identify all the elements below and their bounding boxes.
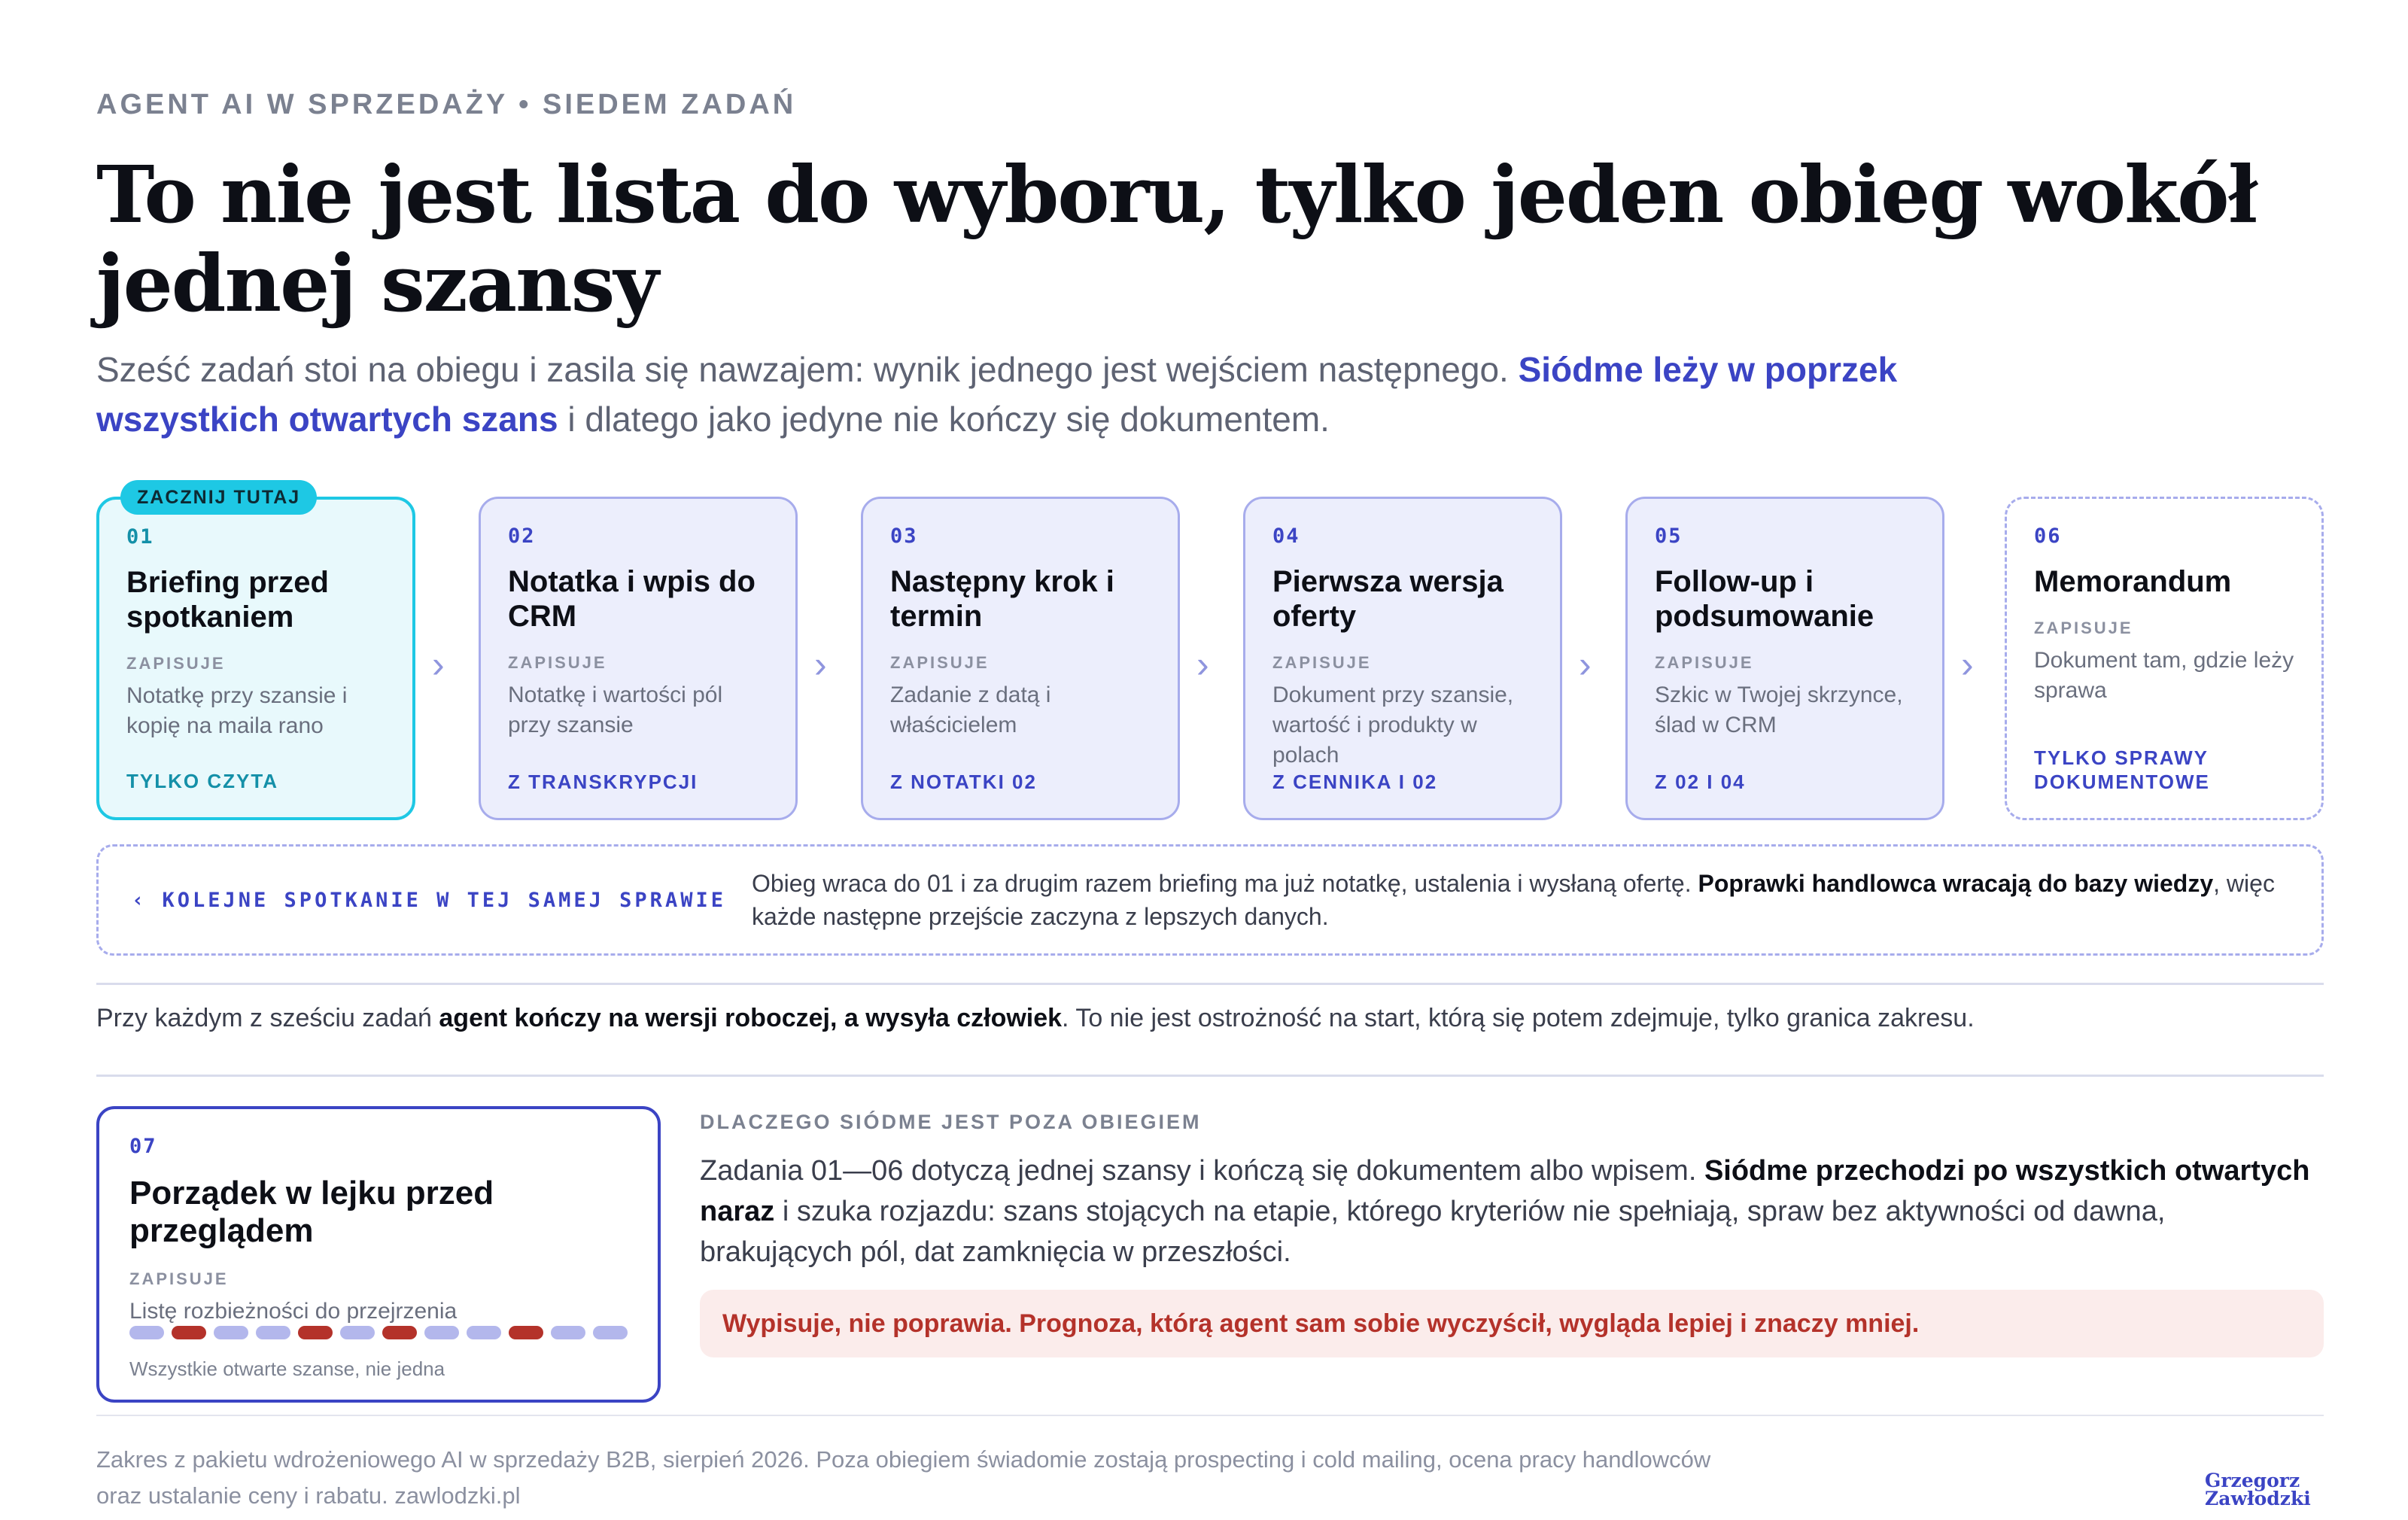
- loop-text-c: , więc każde następne przejście zaczyna z lepszych danych.: [751, 870, 2275, 930]
- author-logo: [2205, 1472, 2324, 1508]
- step-description: Listę rozbieżności do przejrzenia: [129, 1299, 458, 1324]
- step-title: Notatka i wpis do CRM: [508, 565, 756, 633]
- step-card-04: [1243, 497, 1562, 820]
- step-title: Następny krok i termin: [890, 565, 1114, 633]
- logo-line-2: Zawłodzki: [2205, 1488, 2311, 1509]
- step-description: Dokument tam, gdzie leży sprawa: [2034, 648, 2294, 703]
- loop-label: ‹ KOLEJNE SPOTKANIE W TEJ SAMEJ SPRAWIE: [132, 888, 726, 912]
- step-card-06: [2005, 497, 2324, 820]
- step-number: 04: [1272, 524, 1300, 548]
- loop-text-a: Obieg wraca do 01 i za drugim razem briefing ma już notatkę, ustalenia i wysłaną ofertę.: [751, 870, 1698, 897]
- step-label: ZAPISUJE: [126, 654, 226, 673]
- why-text-c: i szuka rozjazdu: szans stojących na etapie, którego kryteriów nie spełniają, spraw bez aktywności od dawna, brakujących pól, dat zamknięcia w przeszłości.: [700, 1196, 2166, 1268]
- chevron-right-icon: ›: [1196, 643, 1209, 686]
- pipeline-dot: [593, 1326, 628, 1339]
- pipeline-dot-flagged: [172, 1326, 206, 1339]
- logo-line-1: Grzegorz: [2205, 1470, 2300, 1491]
- step-label: ZAPISUJE: [129, 1269, 229, 1288]
- pipeline-dot: [424, 1326, 459, 1339]
- warning-callout: Wypisuje, nie poprawia. Prognoza, którą agent sam sobie wyczyścił, wygląda lepiej i znaczy mniej.: [700, 1290, 2324, 1357]
- pipeline-dot: [256, 1326, 290, 1339]
- footer-note: Zakres z pakietu wdrożeniowego AI w sprzedaży B2B, sierpień 2026. Poza obiegiem świadomie zostają prospecting i cold mailing, ocena pracy handlowców oraz ustalanie ceny i rabatu. zawlodzki.pl: [96, 1446, 1711, 1509]
- step-label: ZAPISUJE: [508, 653, 607, 672]
- note-c: . To nie jest ostrożność na start, którą się potem zdejmuje, tylko granica zakresu.: [1062, 1004, 1975, 1032]
- divider: [96, 1075, 2324, 1077]
- step-label: ZAPISUJE: [890, 653, 990, 672]
- why-section: [700, 1111, 2324, 1272]
- lead-text-a: Sześć zadań stoi na obiegu i zasila się nawzajem: wynik jednego jest wejściem następnego.: [96, 350, 1519, 389]
- start-here-badge: ZACZNIJ TUTAJ: [120, 480, 317, 515]
- why-text-a: Zadania 01—06 dotyczą jednej szansy i kończą się dokumentem albo wpisem.: [700, 1155, 1704, 1187]
- pipeline-dot: [129, 1326, 164, 1339]
- why-label: DLACZEGO SIÓDME JEST POZA OBIEGIEM: [700, 1111, 1202, 1133]
- why-text: [700, 1151, 2324, 1272]
- chevron-right-icon: ›: [1579, 643, 1592, 686]
- divider: [96, 983, 2324, 985]
- loop-back-bar: [96, 844, 2324, 956]
- lead-highlight: Siódme leży w poprzek wszystkich otwartych szans: [96, 350, 1898, 439]
- step-number: 02: [508, 524, 536, 548]
- loop-text: [752, 867, 2288, 933]
- eyebrow: AGENT AI W SPRZEDAŻY • SIEDEM ZADAŃ: [96, 89, 797, 120]
- step-card-07: [96, 1106, 661, 1403]
- step-number: 03: [890, 524, 918, 548]
- step-source: Z TRANSKRYPCJI: [508, 771, 698, 793]
- scope-note: [96, 1001, 2324, 1035]
- note-a: Przy każdym z sześciu zadań: [96, 1004, 439, 1032]
- step-source: TYLKO CZYTA: [126, 770, 279, 792]
- step-title: Follow-up i podsumowanie: [1655, 565, 1874, 633]
- pipeline-dots: [129, 1326, 628, 1339]
- step-description: Szkic w Twojej skrzynce, ślad w CRM: [1655, 682, 1903, 737]
- pipeline-dot-flagged: [509, 1326, 543, 1339]
- pipeline-dot: [467, 1326, 501, 1339]
- step-title: Briefing przed spotkaniem: [126, 566, 329, 634]
- step-title: Pierwsza wersja oferty: [1272, 565, 1503, 633]
- loop-text-bold: Poprawki handlowca wracają do bazy wiedzy: [1698, 870, 2214, 897]
- chevron-right-icon: ›: [432, 643, 445, 686]
- step-card-01: [96, 497, 415, 820]
- step-description: Zadanie z datą i właścicielem: [890, 682, 1051, 737]
- pipeline-dot-flagged: [298, 1326, 333, 1339]
- step-source: Z CENNIKA I 02: [1272, 771, 1438, 793]
- step-label: ZAPISUJE: [1655, 653, 1754, 672]
- chevron-right-icon: ›: [814, 643, 827, 686]
- step-card-02: [479, 497, 798, 820]
- note-bold: agent kończy na wersji roboczej, a wysyła człowiek: [439, 1004, 1063, 1032]
- step-description: Notatkę i wartości pól przy szansie: [508, 682, 723, 737]
- lead-text-b: i dlatego jako jedyne nie kończy się dokumentem.: [558, 400, 1330, 439]
- step-description: Notatkę przy szansie i kopię na maila rano: [126, 683, 348, 738]
- step-number: 05: [1655, 524, 1683, 548]
- step-number: 01: [126, 525, 154, 549]
- step-label: ZAPISUJE: [1272, 653, 1372, 672]
- page-title: To nie jest lista do wyboru, tylko jeden obieg wokół jednej szansy: [96, 148, 2257, 330]
- step-label: ZAPISUJE: [2034, 619, 2133, 637]
- lead-paragraph: [96, 345, 1902, 444]
- pipeline-dot: [340, 1326, 375, 1339]
- step-title: Memorandum: [2034, 565, 2232, 598]
- step-source: Z 02 I 04: [1655, 771, 1746, 793]
- step-title: Porządek w lejku przed przeglądem: [129, 1175, 494, 1249]
- step-card-03: [861, 497, 1180, 820]
- pipeline-dot: [551, 1326, 585, 1339]
- step-card-05: [1625, 497, 1944, 820]
- step-description: Dokument przy szansie, wartość i produkty w polach: [1272, 682, 1514, 768]
- pipeline-dot-flagged: [382, 1326, 417, 1339]
- step-number: 06: [2034, 524, 2062, 548]
- step-number: 07: [129, 1135, 157, 1158]
- pipeline-caption: Wszystkie otwarte szanse, nie jedna: [129, 1357, 445, 1380]
- step-source: Z NOTATKI 02: [890, 771, 1037, 793]
- divider: [96, 1415, 2324, 1416]
- chevron-right-icon: ›: [1961, 643, 1974, 686]
- step-source: TYLKO SPRAWY DOKUMENTOWE: [2034, 746, 2210, 793]
- pipeline-dot: [214, 1326, 248, 1339]
- why-text-bold: Siódme przechodzi po wszystkich otwartych naraz: [700, 1155, 2310, 1227]
